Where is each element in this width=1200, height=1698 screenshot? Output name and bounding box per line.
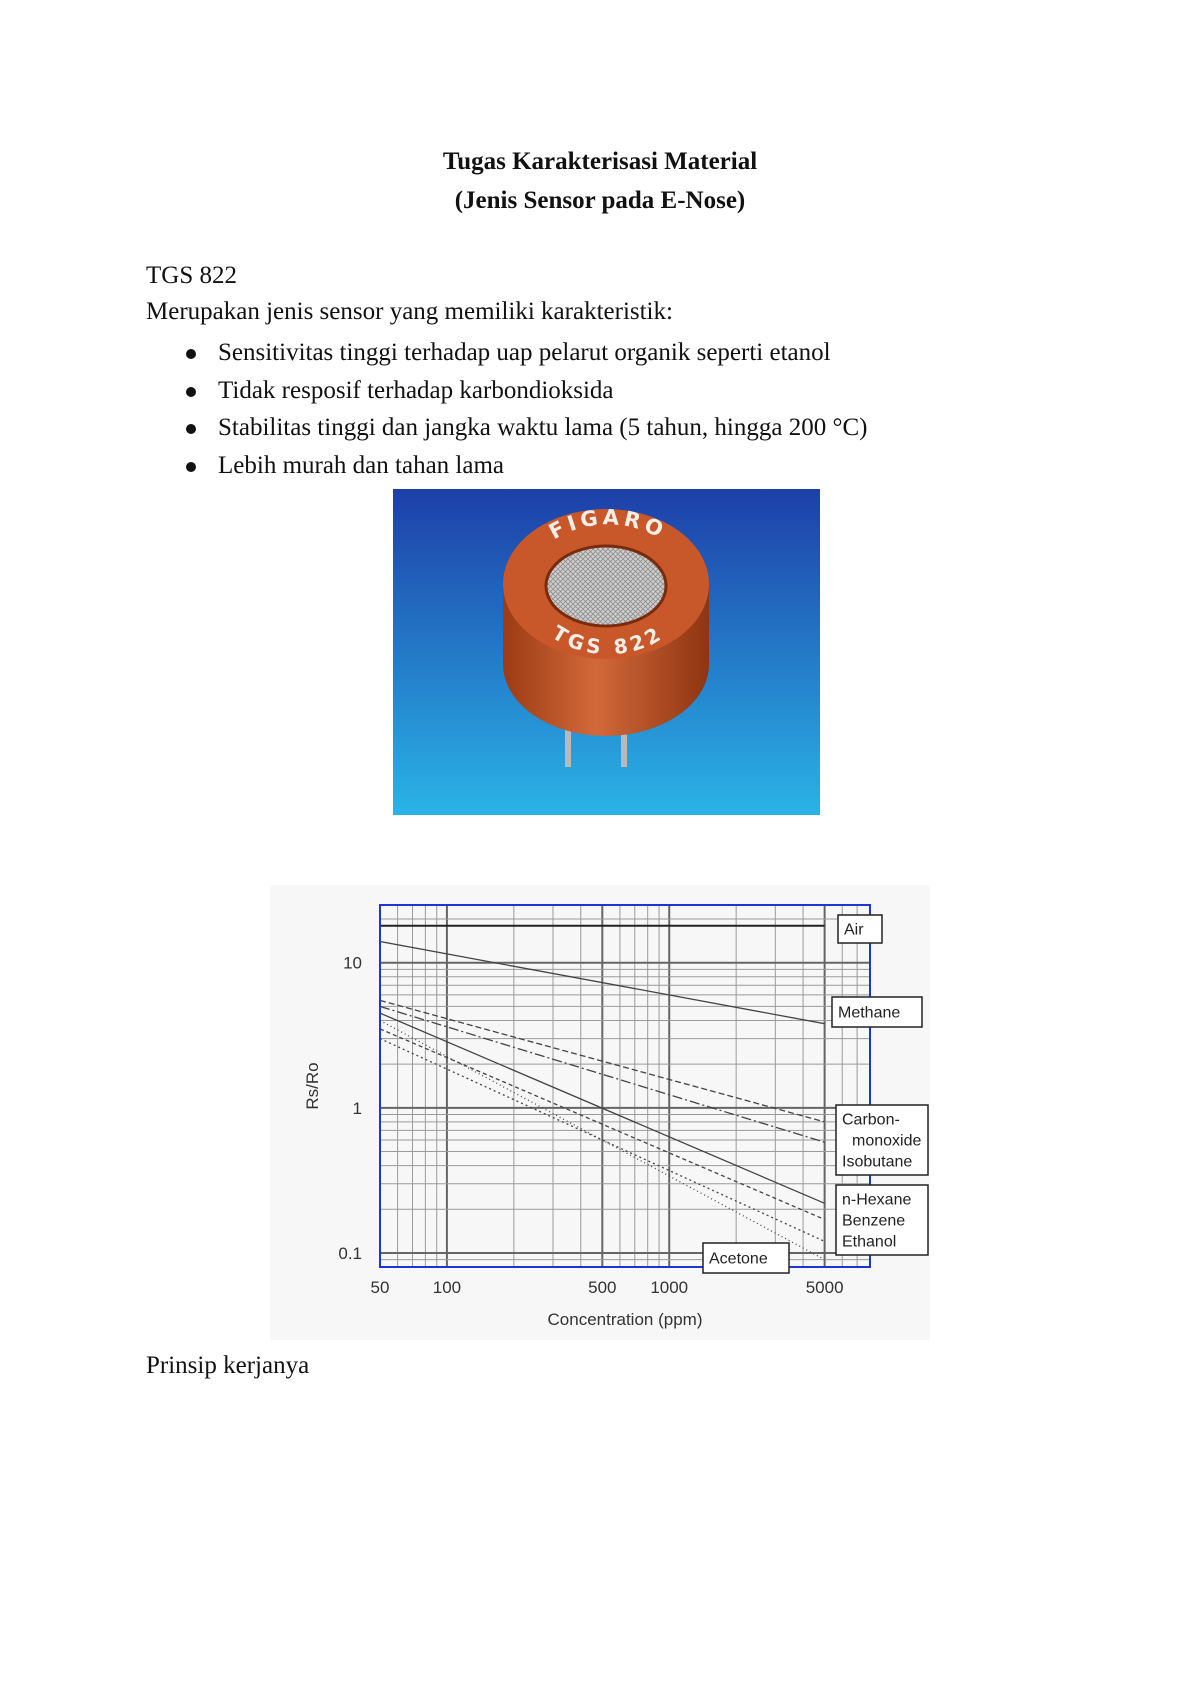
annotation-air	[838, 915, 882, 943]
annotation-hex-ben-eth	[836, 1185, 928, 1255]
annotation-text: Isobutane	[842, 1153, 913, 1171]
intro-text: Merupakan jenis sensor yang memiliki karakteristik:	[146, 298, 673, 325]
x-tick-label: 50	[370, 1278, 390, 1297]
x-tick-label: 5000	[805, 1278, 844, 1297]
annotation-text: n-Hexane	[842, 1191, 912, 1209]
sensitivity-chart	[270, 885, 930, 1340]
x-tick-label: 100	[432, 1278, 462, 1297]
x-tick-label: 500	[588, 1278, 617, 1297]
annotation-text: Acetone	[709, 1250, 768, 1268]
y-tick-label: 0.1	[338, 1243, 362, 1263]
annotation-text: Benzene	[842, 1212, 906, 1230]
document-title: Tugas Karakterisasi Material	[442, 148, 758, 175]
annotation-text: Air	[844, 921, 864, 939]
model-label: TGS 822	[548, 620, 668, 660]
y-axis-label: Rs/Ro	[303, 1062, 322, 1110]
brand-label: FIGARO	[544, 505, 671, 545]
list-item: Tidak resposif terhadap karbondioksida	[146, 372, 867, 410]
annotation-text: Ethanol	[842, 1233, 897, 1251]
annotation-text: Carbon-	[842, 1111, 900, 1129]
y-tick-label: 1	[352, 1098, 362, 1118]
annotation-text: monoxide	[852, 1132, 922, 1150]
section-heading: Prinsip kerjanya	[146, 1352, 310, 1379]
annotation-methane	[832, 997, 922, 1027]
annotation-text: Methane	[838, 1004, 901, 1022]
list-item: Stabilitas tinggi dan jangka waktu lama (5 tahun, hingga 200 °C)	[146, 409, 867, 447]
characteristics-list	[146, 334, 867, 484]
annotation-acetone	[703, 1243, 789, 1273]
list-item: Lebih murah dan tahan lama	[146, 447, 867, 485]
sensor-mesh	[546, 546, 666, 626]
x-tick-label: 1000	[650, 1278, 689, 1297]
list-item: Sensitivitas tinggi terhadap uap pelarut organik seperti etanol	[146, 334, 867, 372]
document-subtitle: (Jenis Sensor pada E-Nose)	[454, 187, 746, 214]
x-axis-label: Concentration (ppm)	[547, 1310, 703, 1329]
annotation-co-iso	[836, 1105, 928, 1175]
sensor-name: TGS 822	[146, 262, 237, 289]
y-tick-label: 10	[343, 953, 362, 973]
sensor-photo	[393, 489, 820, 815]
